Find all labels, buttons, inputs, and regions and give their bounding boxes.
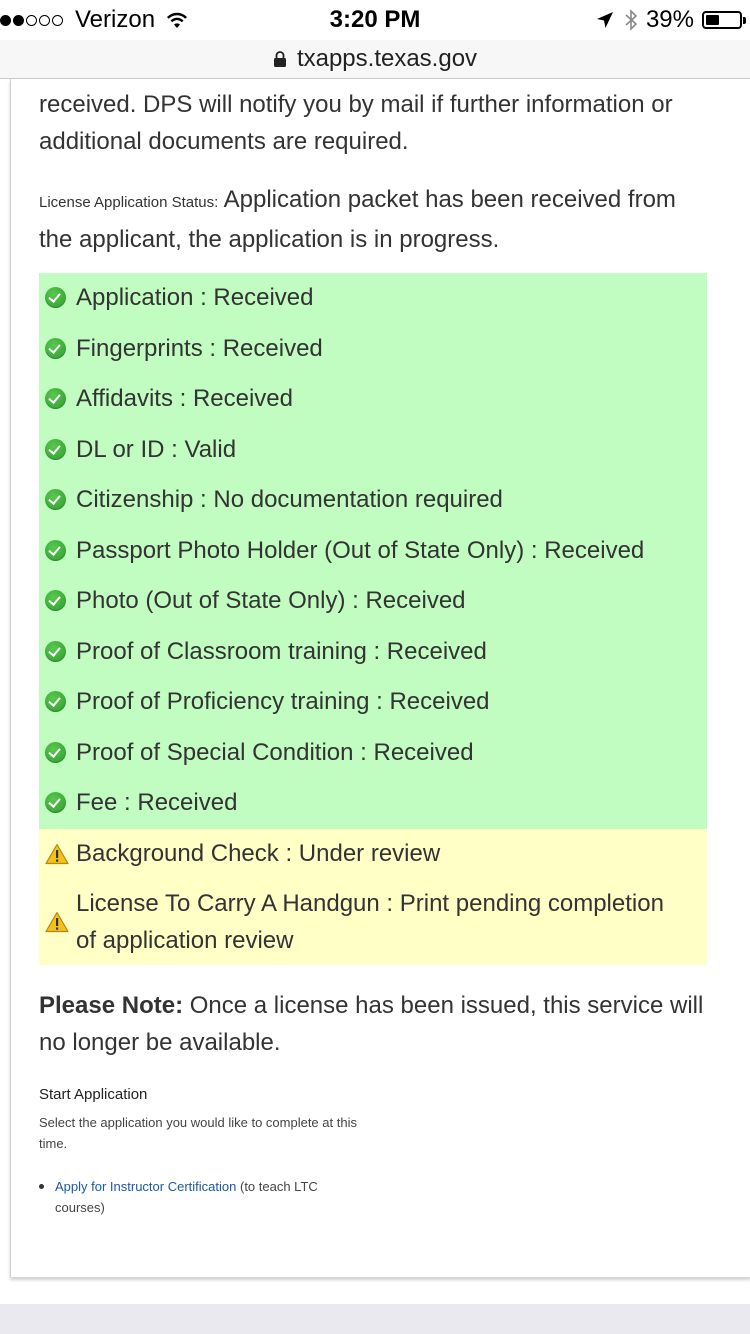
status-row <box>39 324 707 375</box>
carrier-name: Verizon <box>75 6 156 33</box>
warning-icon <box>45 843 67 865</box>
check-circle-icon <box>45 388 67 410</box>
footer-bar <box>0 1304 750 1334</box>
check-circle-icon <box>45 590 67 612</box>
check-circle-icon <box>45 540 67 562</box>
status-row <box>39 829 707 879</box>
status-row-text: Proof of Special Condition : Received <box>76 738 474 766</box>
status-row <box>39 526 707 577</box>
status-row <box>39 425 707 476</box>
check-circle-icon <box>45 641 67 663</box>
check-circle-icon <box>45 287 67 309</box>
note-label: Please Note: <box>39 992 184 1019</box>
status-row-text: License To Carry A Handgun : Print pending completion of application review <box>76 889 664 954</box>
status-row-text: Fingerprints : Received <box>76 334 323 362</box>
status-bar <box>0 0 750 40</box>
check-circle-icon <box>45 742 67 764</box>
status-row-text: Citizenship : No documentation required <box>76 486 503 514</box>
license-status-value: Application packet has been received from the applicant, the application is in progress. <box>39 186 676 253</box>
warning-icon <box>45 911 67 933</box>
status-row-text: Proof of Classroom training : Received <box>76 637 487 665</box>
intro-paragraph: received. DPS will notify you by mail if further information or additional documents are required. <box>39 91 673 155</box>
url-text: txapps.texas.gov <box>296 45 478 72</box>
status-row-text: Passport Photo Holder (Out of State Only) : Received <box>76 536 645 564</box>
bullet-icon <box>39 1184 44 1189</box>
status-row-text: Affidavits : Received <box>76 385 293 413</box>
start-application-description: Select the application you would like to complete at this time. <box>39 1115 357 1151</box>
status-row-text: Application : Received <box>76 284 314 312</box>
check-circle-icon <box>45 792 67 814</box>
battery-percent: 39% <box>645 6 694 33</box>
bluetooth-icon <box>624 9 638 31</box>
please-note <box>39 987 709 1061</box>
status-time: 3:20 PM <box>329 6 421 33</box>
check-circle-icon <box>45 338 67 360</box>
status-row <box>39 475 707 526</box>
browser-address-bar[interactable] <box>0 40 750 79</box>
status-row <box>39 374 707 425</box>
status-row-text: Photo (Out of State Only) : Received <box>76 587 466 615</box>
status-row <box>39 879 707 965</box>
location-arrow-icon <box>596 11 614 29</box>
apply-link-suffix: (to teach LTC courses) <box>55 1179 318 1215</box>
status-row <box>39 728 707 779</box>
start-application-title: Start Application <box>39 1086 148 1103</box>
apply-instructor-certification-link[interactable]: Apply for Instructor Certification <box>55 1179 237 1194</box>
check-circle-icon <box>45 439 67 461</box>
check-circle-icon <box>45 489 67 511</box>
license-status <box>39 181 709 258</box>
status-right <box>596 6 742 34</box>
status-row-text: Fee : Received <box>76 789 238 817</box>
note-text: Once a license has been issued, this service will no longer be available. <box>39 992 704 1056</box>
status-list <box>39 273 707 965</box>
license-status-label: License Application Status: <box>39 194 219 211</box>
status-row <box>39 778 707 829</box>
status-row <box>39 677 707 728</box>
status-row <box>39 273 707 324</box>
application-list-item <box>39 1176 359 1218</box>
status-row <box>39 576 707 627</box>
battery-icon <box>702 11 742 29</box>
lock-icon <box>273 50 287 68</box>
status-row-text: DL or ID : Valid <box>76 435 237 463</box>
status-row-text: Proof of Proficiency training : Received <box>76 688 490 716</box>
status-row-text: Background Check : Under review <box>76 839 441 867</box>
status-row <box>39 627 707 678</box>
check-circle-icon <box>45 691 67 713</box>
